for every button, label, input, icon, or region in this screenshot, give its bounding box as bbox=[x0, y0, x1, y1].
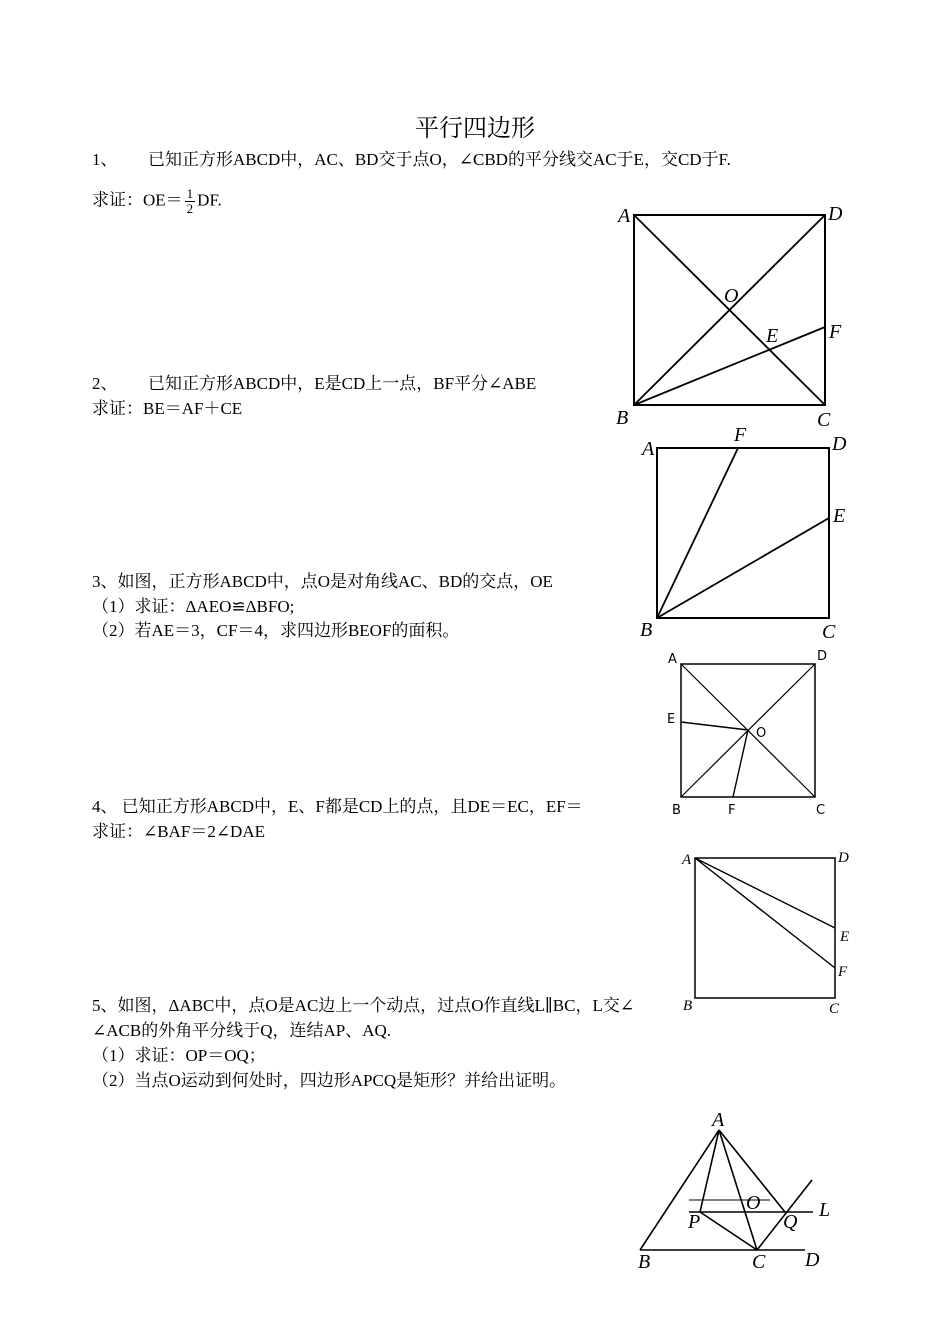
problem-5-statement-cont: ∠ACB的外角平分线于Q，连结AP、AQ. bbox=[92, 1021, 392, 1040]
label-C: C bbox=[822, 621, 836, 643]
label-L: L bbox=[819, 1199, 831, 1221]
label-C: C bbox=[816, 803, 826, 818]
problem-4-prove: 求证：∠BAF＝2∠DAE bbox=[92, 822, 265, 841]
label-E: E bbox=[840, 929, 850, 945]
label-D: D bbox=[805, 1249, 820, 1271]
label-D: D bbox=[817, 649, 828, 664]
label-B: B bbox=[616, 407, 629, 429]
label-A: A bbox=[668, 652, 677, 667]
label-O: O bbox=[724, 285, 739, 307]
problem-4-statement: 4、 已知正方形ABCD中，E、F都是CD上的点，且DE＝EC，EF＝ bbox=[92, 797, 583, 816]
label-A: A bbox=[712, 1109, 725, 1131]
problem-3-part-2: （2）若AE＝3，CF＝4，求四边形BEOF的面积。 bbox=[92, 621, 460, 640]
label-D: D bbox=[832, 433, 847, 455]
label-E: E bbox=[667, 712, 676, 727]
label-A: A bbox=[682, 852, 692, 868]
fraction-numerator: 1 bbox=[186, 186, 194, 201]
label-E: E bbox=[833, 505, 846, 527]
label-E: E bbox=[766, 325, 779, 347]
label-D: D bbox=[828, 203, 843, 225]
label-C: C bbox=[817, 409, 831, 431]
fraction-denominator: 2 bbox=[186, 201, 194, 216]
label-D: D bbox=[838, 850, 849, 866]
label-C: C bbox=[829, 1001, 840, 1017]
problem-5-statement: 5、如图，ΔABC中，点O是AC边上一个动点，过点O作直线L∥BC，L交∠ bbox=[92, 996, 635, 1015]
label-Q: Q bbox=[783, 1211, 798, 1233]
problem-2-number: 2、 bbox=[92, 374, 118, 393]
label-C: C bbox=[752, 1251, 766, 1273]
prove-prefix: 求证：OE＝ bbox=[92, 190, 183, 210]
label-F: F bbox=[734, 424, 747, 446]
label-F: F bbox=[838, 964, 848, 980]
label-A: A bbox=[642, 438, 655, 460]
label-F: F bbox=[728, 803, 736, 818]
problem-1-number: 1、 bbox=[92, 150, 118, 169]
problem-3-part-1: （1）求证：ΔAEO≌ΔBFO; bbox=[92, 597, 295, 616]
problem-3-statement: 3、如图，正方形ABCD中，点O是对角线AC、BD的交点，OE bbox=[92, 572, 553, 591]
problem-1-statement: 已知正方形ABCD中，AC、BD交于点O，∠CBD的平分线交AC于E，交CD于F. bbox=[148, 150, 731, 169]
problem-5-part-2: （2）当点O运动到何处时，四边形APCQ是矩形？并给出证明。 bbox=[92, 1071, 567, 1090]
label-A: A bbox=[618, 205, 631, 227]
page-title: 平行四边形 bbox=[415, 116, 535, 142]
label-B: B bbox=[683, 998, 693, 1014]
prove-suffix: DF. bbox=[197, 190, 222, 210]
label-B: B bbox=[638, 1251, 651, 1273]
problem-2-statement: 已知正方形ABCD中，E是CD上一点，BF平分∠ABE bbox=[148, 374, 537, 393]
label-B: B bbox=[672, 803, 681, 818]
label-O: O bbox=[756, 726, 767, 741]
label-O: O bbox=[746, 1192, 761, 1214]
problem-5-part-1: （1）求证：OP＝OQ； bbox=[92, 1046, 266, 1065]
label-F: F bbox=[829, 321, 842, 343]
problem-2-prove: 求证：BE＝AF＋CE bbox=[92, 399, 243, 418]
label-B: B bbox=[640, 619, 653, 641]
label-P: P bbox=[688, 1211, 701, 1233]
